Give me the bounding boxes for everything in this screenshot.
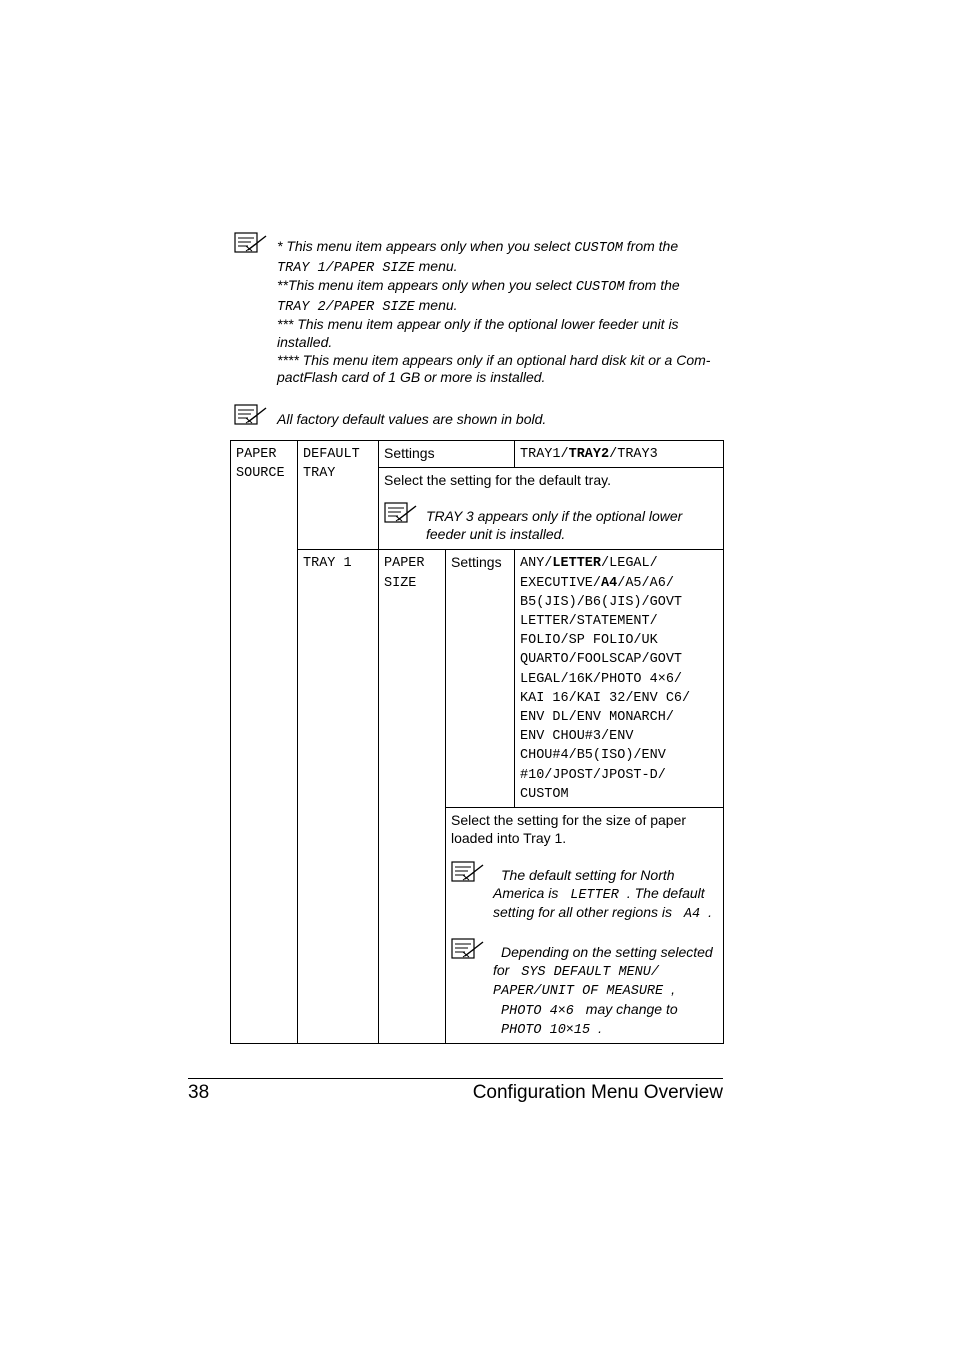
note-block-footnotes bbox=[234, 232, 711, 386]
footer-rule bbox=[188, 1078, 723, 1079]
north-america-note: The default setting for North America is LETTER . The default setting for all other regions is A4 . bbox=[451, 861, 719, 924]
note-pencil-icon bbox=[384, 502, 418, 524]
footnotes-text: * This menu item appears only when you select CUSTOM from the TRAY 1/PAPER SIZE menu. **This menu item appears only when you select CUSTOM from the TRAY 2/PAPER SIZE menu. *** This menu item appear only if the optional lower feeder unit is installed. **** This menu item appears only if an optional hard disk kit or a Com- pactFlash card of 1 GB or more is installed. bbox=[277, 238, 727, 387]
tray-options-cell: TRAY1/TRAY2/TRAY3 bbox=[515, 441, 724, 468]
footnote-3: *** This menu item appear only if the optional lower feeder unit is bbox=[277, 316, 679, 333]
section-title: Configuration Menu Overview bbox=[472, 1082, 723, 1103]
paper-size-cell: PAPER SIZE bbox=[379, 550, 446, 1044]
menu-table bbox=[230, 440, 724, 1044]
paper-size-desc-cell: Select the setting for the size of paper loaded into Tray 1. The default setting for North America is LETTER . The default setting for all other regions is A4 . Depending on the setting selected for SYS DEFAULT MENU/ PAPER/UNIT OF MEASURE , PHOTO 4×6 may change to PHOTO 10×15 . bbox=[446, 808, 724, 1044]
note-pencil-icon bbox=[234, 404, 268, 426]
page-number: 38 bbox=[188, 1082, 210, 1103]
photo-size-note: Depending on the setting selected for SYS DEFAULT MENU/ PAPER/UNIT OF MEASURE , PHOTO 4×6 may change to PHOTO 10×15 . bbox=[451, 938, 719, 1040]
tray3-note: TRAY 3 appears only if the optional lower feeder unit is installed. bbox=[384, 502, 719, 543]
default-tray-cell: DEFAULT TRAY bbox=[298, 441, 379, 550]
footnote-4: **** This menu item appears only if an optional hard disk kit or a Com- bbox=[277, 351, 711, 368]
paper-source-cell: PAPER SOURCE bbox=[231, 441, 298, 1044]
note-pencil-icon bbox=[234, 232, 268, 254]
note-pencil-icon bbox=[451, 861, 485, 883]
footnote-2: **This menu item appears only when you select CUSTOM from the bbox=[277, 277, 680, 296]
note-pencil-icon bbox=[451, 938, 485, 960]
settings-label-cell-2: Settings bbox=[446, 550, 515, 808]
tray1-cell: TRAY 1 bbox=[298, 550, 379, 1044]
paper-size-options-cell: ANY/LETTER/LEGAL/ EXECUTIVE/A4/A5/A6/ B5(JIS)/B6(JIS)/GOVT LETTER/STATEMENT/ FOLIO/SP FOLIO/UK QUARTO/FOOLSCAP/GOVT LEGAL/16K/PHOTO 4×6/ KAI 16/KAI 32/ENV C6/ ENV DL/ENV MONARCH/ ENV CHOU#3/ENV CHOU#4/B5(ISO)/ENV #10/JPOST/JPOST-D/ CUSTOM bbox=[515, 550, 724, 808]
note-block-defaults bbox=[234, 404, 547, 427]
defaults-note-text: All factory default values are shown in bold. bbox=[277, 411, 547, 427]
default-tray-desc-cell: Select the setting for the default tray. TRAY 3 appears only if the optional lower feeder unit is installed. bbox=[379, 468, 724, 550]
settings-label-cell: Settings bbox=[379, 441, 515, 468]
footnote-1: * This menu item appears only when you select CUSTOM from the bbox=[277, 238, 679, 256]
